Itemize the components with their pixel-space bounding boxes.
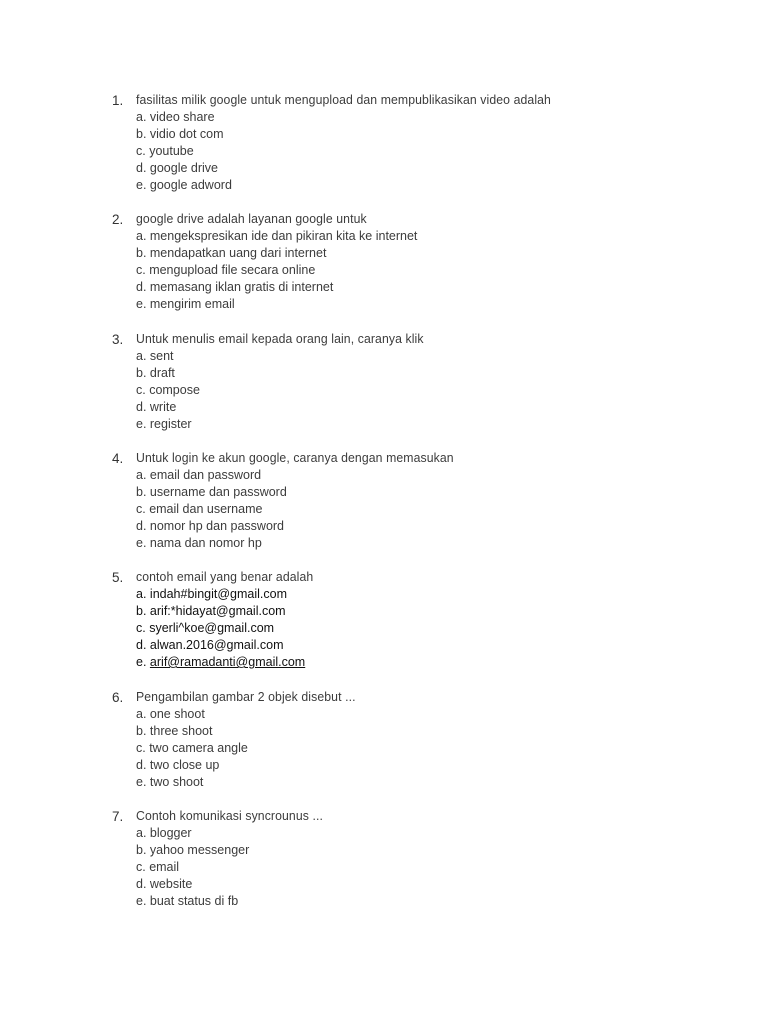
option-value: syerli^koe@gmail.com (149, 621, 275, 635)
question-4 (112, 450, 712, 552)
option: b. yahoo messenger (136, 843, 250, 857)
option-value: arif:*hidayat@gmail.com (149, 604, 286, 618)
question-7 (112, 808, 712, 910)
option: d. write (136, 400, 177, 414)
option (136, 620, 712, 637)
option-value: indah#bingit@gmail.com (149, 587, 287, 601)
question-5 (112, 569, 712, 671)
question-text: Untuk menulis email kepada orang lain, caranya klik (136, 332, 424, 346)
email-link[interactable]: arif@ramadanti@gmail.com (149, 655, 306, 669)
option: e. nama dan nomor hp (136, 536, 262, 550)
option: b. mendapatkan uang dari internet (136, 246, 327, 260)
question-text: Untuk login ke akun google, caranya dengan memasukan (136, 451, 454, 465)
question-text: Contoh komunikasi syncrounus ... (136, 809, 323, 823)
option: d. google drive (136, 161, 219, 175)
question-number: 5. (112, 570, 124, 585)
option: c. mengupload file secara online (136, 263, 316, 277)
question-number: 3. (112, 332, 124, 347)
option (136, 654, 712, 671)
question-number: 7. (112, 809, 124, 824)
option: e. mengirim email (136, 297, 235, 311)
option (136, 637, 712, 654)
option-letter: d. (136, 638, 147, 652)
option: b. three shoot (136, 724, 213, 738)
option-letter: c. (136, 621, 146, 635)
option-letter: e. (136, 655, 147, 669)
option: a. sent (136, 349, 174, 363)
question-text: Pengambilan gambar 2 objek disebut ... (136, 690, 356, 704)
option: c. email dan username (136, 502, 263, 516)
option: e. two shoot (136, 775, 204, 789)
option: c. compose (136, 383, 200, 397)
question-3 (112, 331, 712, 433)
question-1 (112, 92, 712, 194)
option-letter: a. (136, 587, 147, 601)
option: d. two close up (136, 758, 220, 772)
option: c. two camera angle (136, 741, 248, 755)
option: c. youtube (136, 144, 194, 158)
question-2 (112, 211, 712, 313)
question-number: 6. (112, 690, 124, 705)
option: b. draft (136, 366, 175, 380)
option: e. google adword (136, 178, 232, 192)
question-number: 2. (112, 212, 124, 227)
option-value: alwan.2016@gmail.com (149, 638, 284, 652)
option: d. website (136, 877, 193, 891)
question-6 (112, 689, 712, 791)
option: a. mengekspresikan ide dan pikiran kita ke internet (136, 229, 418, 243)
option (136, 586, 712, 603)
question-text: contoh email yang benar adalah (136, 570, 314, 584)
option: e. buat status di fb (136, 894, 239, 908)
question-text: fasilitas milik google untuk mengupload dan mempublikasikan video adalah (136, 93, 551, 107)
option: b. vidio dot com (136, 127, 224, 141)
option: a. email dan password (136, 468, 262, 482)
option: c. email (136, 860, 180, 874)
option (136, 603, 712, 620)
option: a. blogger (136, 826, 192, 840)
option: b. username dan password (136, 485, 287, 499)
question-number: 4. (112, 451, 124, 466)
question-number: 1. (112, 93, 124, 108)
option: e. register (136, 417, 192, 431)
option: a. video share (136, 110, 215, 124)
question-text: google drive adalah layanan google untuk (136, 212, 367, 226)
option-letter: b. (136, 604, 147, 618)
option: d. memasang iklan gratis di internet (136, 280, 334, 294)
option: a. one shoot (136, 707, 205, 721)
option: d. nomor hp dan password (136, 519, 285, 533)
